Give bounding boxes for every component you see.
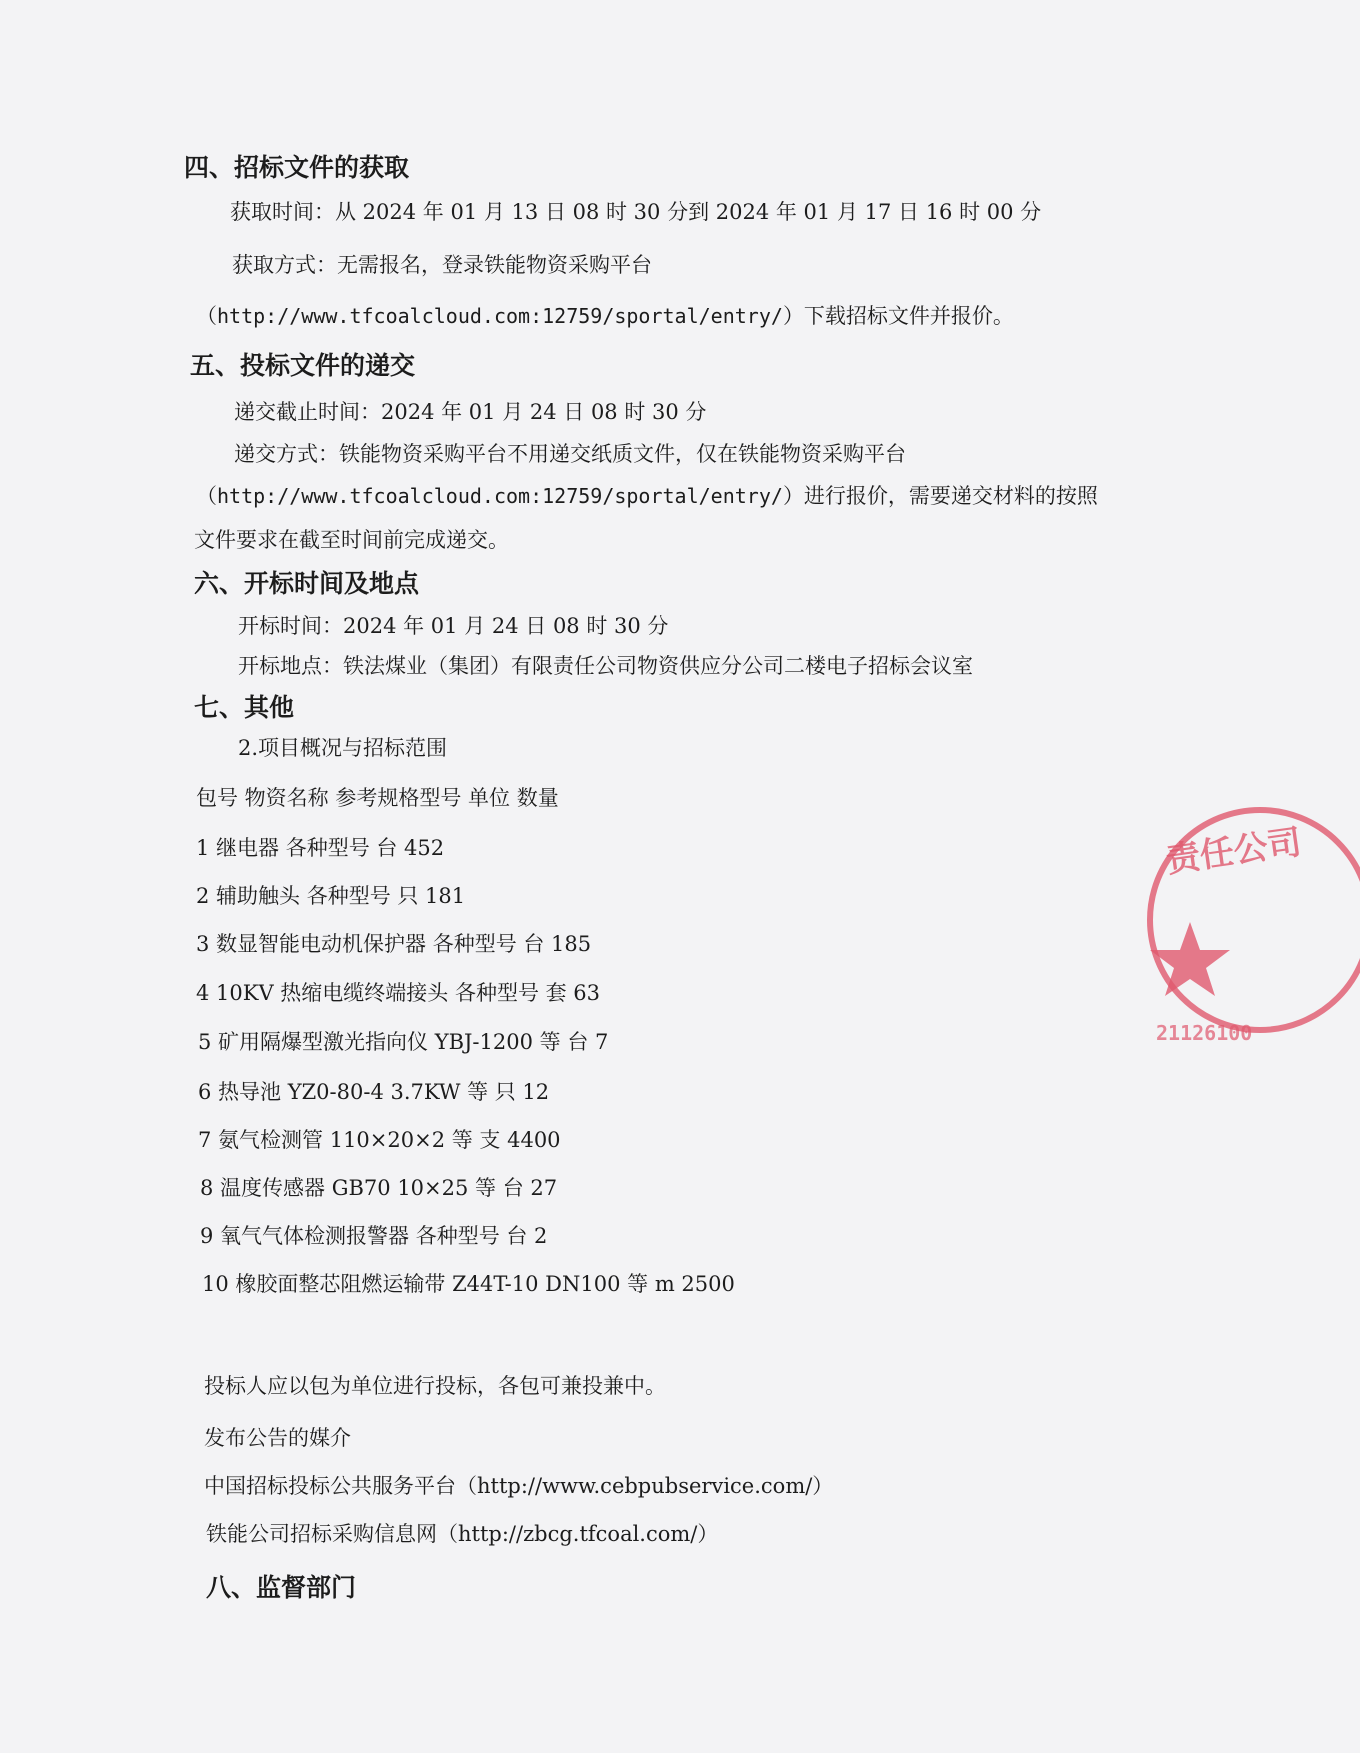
list-item: 8 温度传感器 GB70 10×25 等 台 27 — [200, 1176, 558, 1200]
svg-text:21126100: 21126100 — [1156, 1021, 1253, 1045]
list-item: 10 橡胶面整芯阻燃运输带 Z44T-10 DN100 等 m 2500 — [202, 1272, 735, 1296]
platform-link[interactable]: http://www.tfcoalcloud.com:12759/sportal/entry/ — [217, 484, 783, 508]
submission-deadline: 递交截止时间：2024 年 01 月 24 日 08 时 30 分 — [234, 400, 707, 424]
list-item: 9 氧气气体检测报警器 各种型号 台 2 — [200, 1224, 548, 1248]
project-overview-subheading: 2.项目概况与招标范围 — [238, 736, 448, 760]
url-open-paren: （ — [196, 304, 217, 328]
acquisition-method: 获取方式：无需报名，登录铁能物资采购平台 — [232, 253, 652, 277]
list-item: 3 数显智能电动机保护器 各种型号 台 185 — [196, 932, 592, 956]
section-7-heading: 七、其他 — [194, 693, 295, 722]
list-item: 4 10KV 热缩电缆终端接头 各种型号 套 63 — [196, 981, 601, 1005]
table-header: 包号 物资名称 参考规格型号 单位 数量 — [196, 786, 559, 810]
section-5-heading: 五、投标文件的递交 — [190, 351, 416, 380]
platform-link[interactable]: http://www.tfcoalcloud.com:12759/sportal/entry/ — [217, 304, 783, 328]
list-item: 5 矿用隔爆型激光指向仪 YBJ-1200 等 台 7 — [198, 1030, 609, 1054]
list-item: 1 继电器 各种型号 台 452 — [196, 836, 445, 860]
opening-time: 开标时间：2024 年 01 月 24 日 08 时 30 分 — [238, 614, 669, 638]
bidding-note: 投标人应以包为单位进行投标，各包可兼投兼中。 — [204, 1374, 666, 1398]
section-8-heading: 八、监督部门 — [206, 1573, 357, 1602]
acquisition-time: 获取时间：从 2024 年 01 月 13 日 08 时 30 分到 2024 年 01 月 17 日 16 时 00 分 — [230, 200, 1042, 224]
submission-method: 递交方式：铁能物资采购平台不用递交纸质文件，仅在铁能物资采购平台 — [234, 442, 906, 466]
section-4-heading: 四、招标文件的获取 — [184, 153, 410, 182]
acquisition-url-line — [196, 302, 1014, 330]
url-close-text: ）进行报价，需要递交材料的按照 — [782, 484, 1098, 508]
url-open-paren: （ — [196, 484, 217, 508]
submission-url-line — [196, 482, 1098, 510]
list-item: 6 热导池 YZ0-80-4 3.7KW 等 只 12 — [198, 1080, 550, 1104]
svg-text:责任公司: 责任公司 — [1163, 822, 1304, 881]
media-title: 发布公告的媒介 — [204, 1426, 351, 1450]
list-item: 2 辅助触头 各种型号 只 181 — [196, 884, 466, 908]
list-item: 7 氨气检测管 110×20×2 等 支 4400 — [198, 1128, 561, 1152]
media-tfcoal[interactable]: 铁能公司招标采购信息网（http://zbcg.tfcoal.com/） — [206, 1522, 719, 1546]
company-seal-icon — [1140, 800, 1360, 1060]
section-6-heading: 六、开标时间及地点 — [194, 569, 420, 598]
media-cebpubservice[interactable]: 中国招标投标公共服务平台（http://www.cebpubservice.com/） — [204, 1474, 834, 1498]
url-close-text: ）下载招标文件并报价。 — [782, 304, 1014, 328]
opening-place: 开标地点：铁法煤业（集团）有限责任公司物资供应分公司二楼电子招标会议室 — [238, 654, 973, 678]
submission-continuation: 文件要求在截至时间前完成递交。 — [194, 528, 509, 552]
